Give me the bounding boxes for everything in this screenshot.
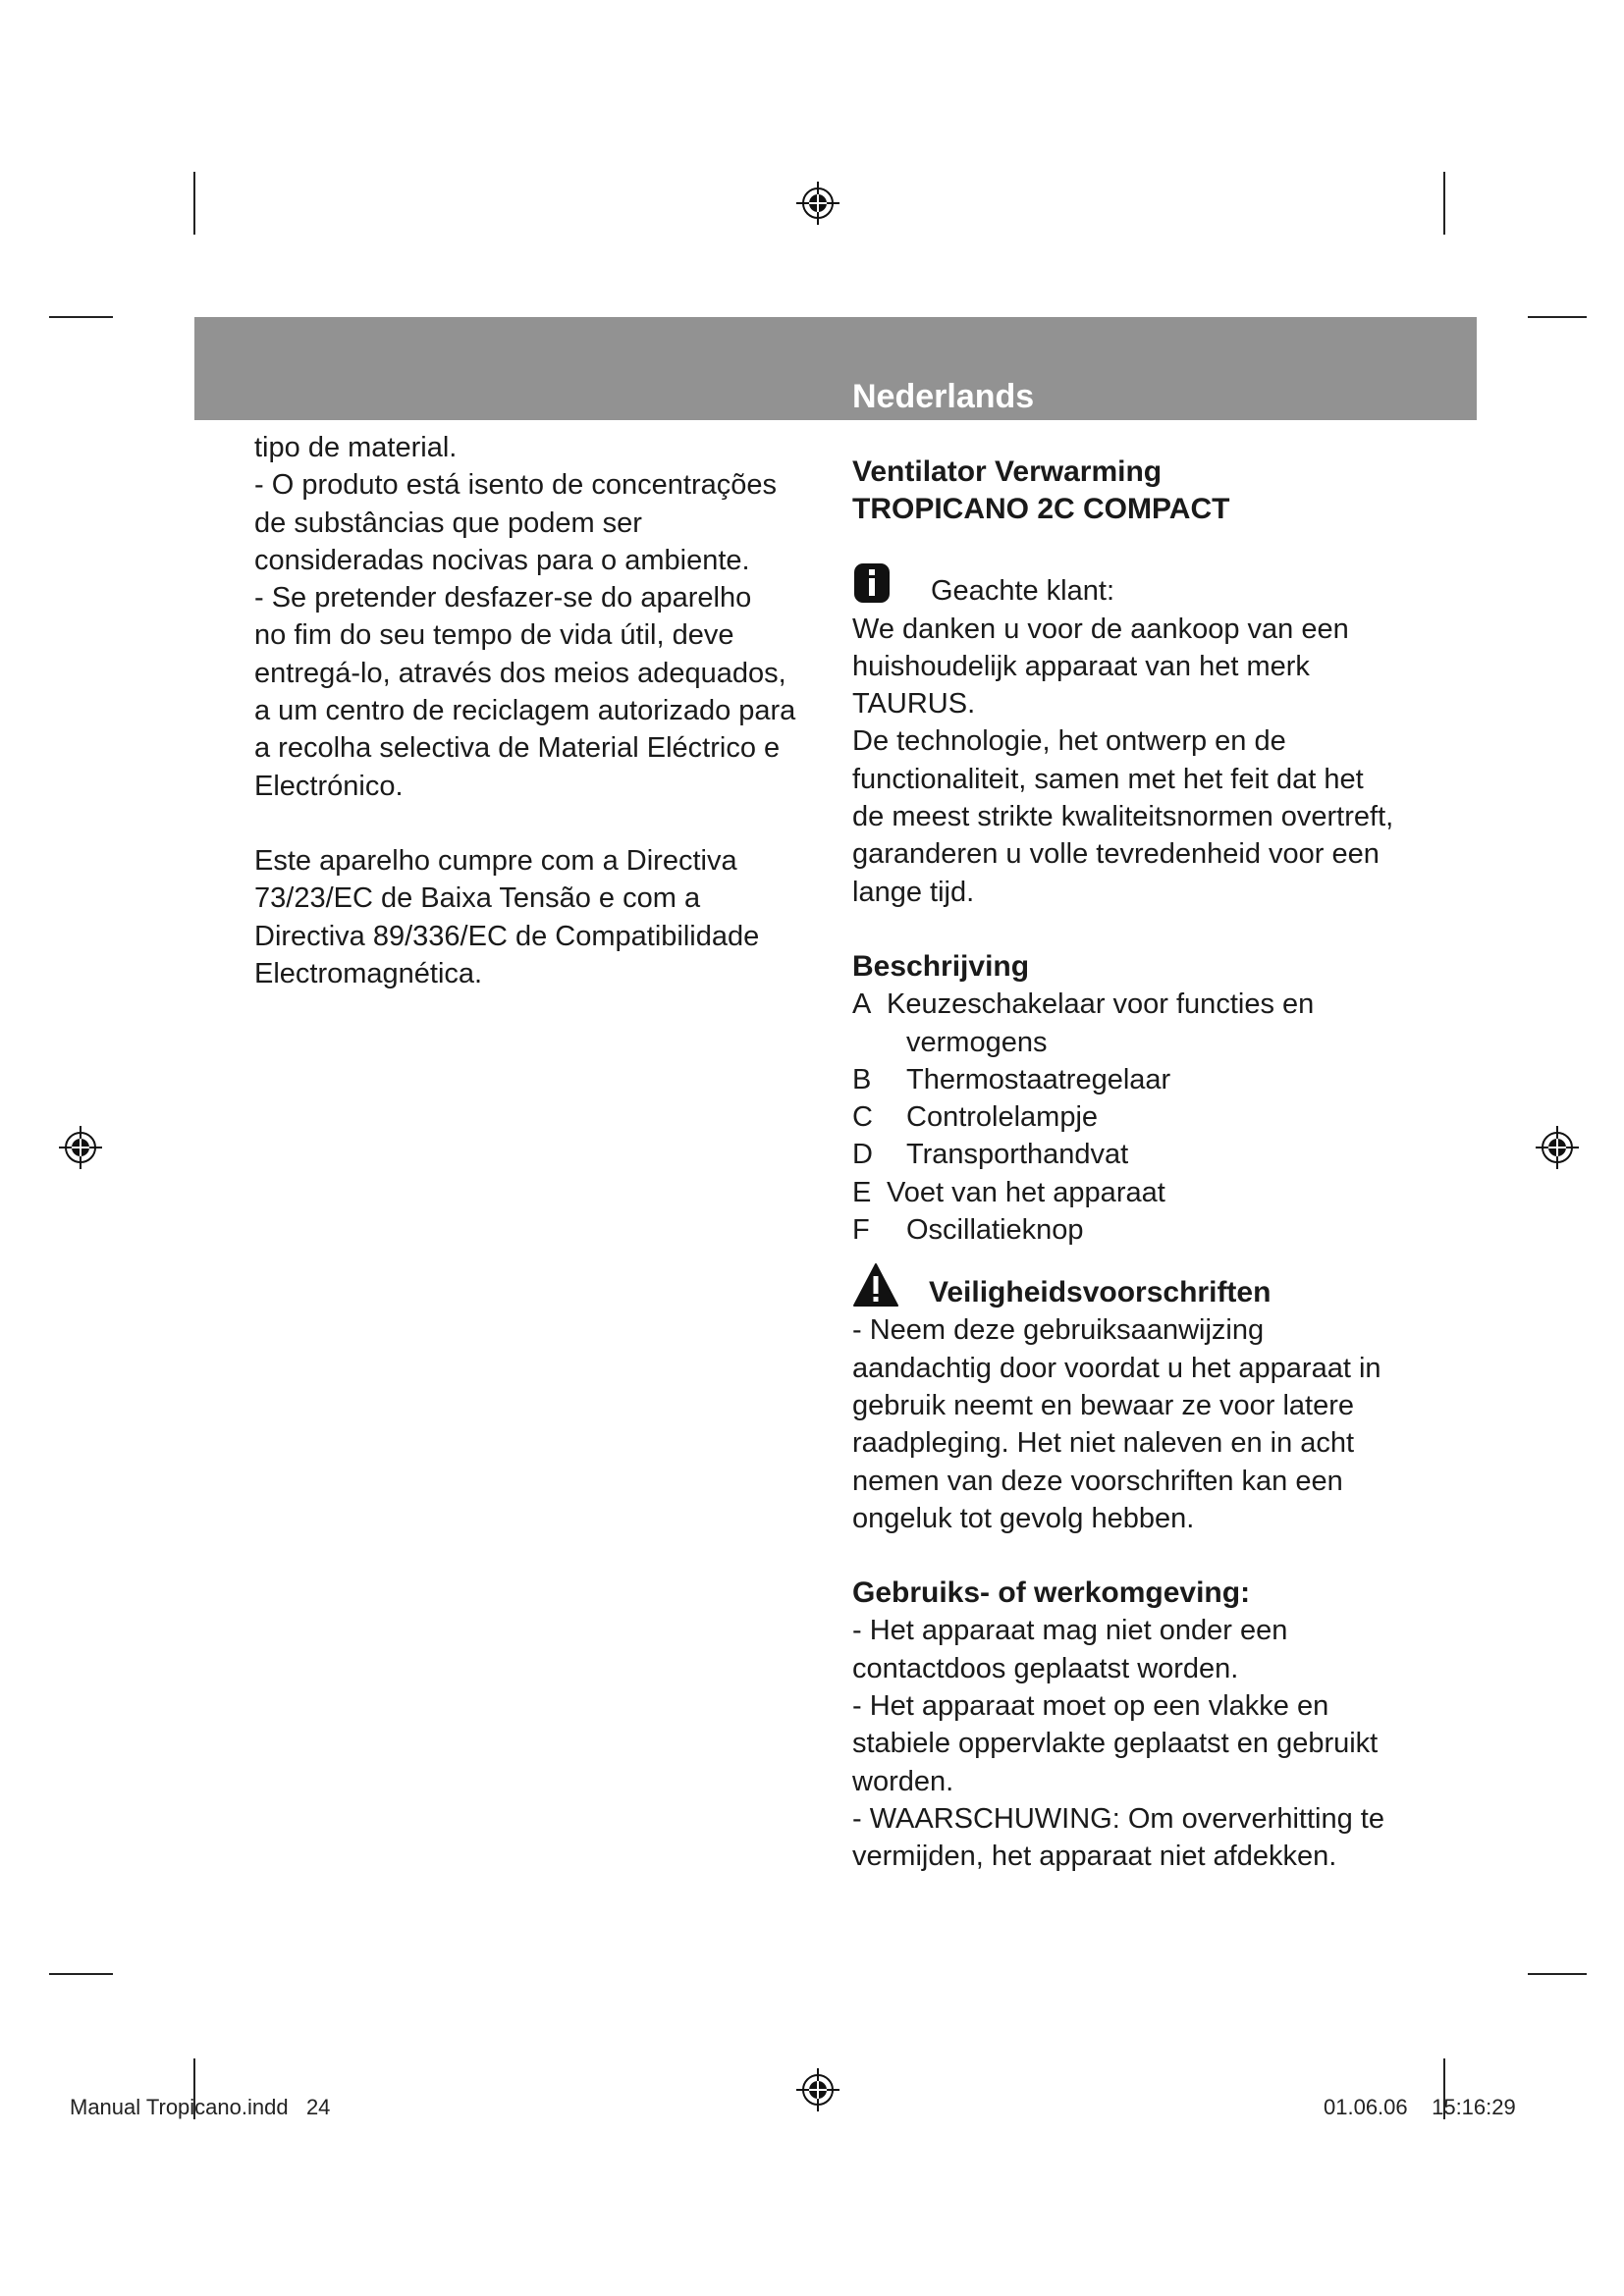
environment-line: contactdoos geplaatst worden. <box>852 1652 1239 1684</box>
environment-line: worden. <box>852 1765 954 1797</box>
item-text: Keuzeschakelaar voor functies en <box>887 988 1315 1021</box>
item-text: Oscillatieknop <box>906 1214 1084 1247</box>
list-item <box>852 1136 1402 1173</box>
description-heading: Beschrijving <box>852 949 1030 983</box>
footer-timestamp <box>1324 2095 1516 2120</box>
intro-line: functionaliteit, samen met het feit dat het <box>852 763 1364 795</box>
directive-line: Directiva 89/336/EC de Compatibilidade <box>254 920 760 952</box>
environment-line: - WAARSCHUWING: Om oververhitting te <box>852 1802 1384 1835</box>
text-line: Electrónico. <box>254 770 404 802</box>
item-text: Voet van het apparaat <box>887 1176 1165 1208</box>
crop-mark-right-upper <box>1528 316 1587 318</box>
directive-line: 73/23/EC de Baixa Tensão e com a <box>254 882 701 915</box>
list-item <box>852 986 1402 1023</box>
safety-line: nemen van deze voorschriften kan een <box>852 1465 1343 1497</box>
environment-heading: Gebruiks- of werkomgeving: <box>852 1576 1251 1610</box>
text-line: a recolha selectiva de Material Eléctrico e <box>254 732 781 765</box>
text-line: - Se pretender desfazer-se do aparelho <box>254 582 752 614</box>
intro-line: De technologie, het ontwerp en de <box>852 725 1286 758</box>
crop-mark-left-lower <box>49 1973 113 1975</box>
registration-mark-icon <box>1533 1123 1582 1172</box>
intro-line: garanderen u volle tevredenheid voor een <box>852 838 1380 871</box>
text-line: a um centro de reciclagem autorizado para <box>254 695 796 727</box>
text-line: tipo de material. <box>254 432 458 463</box>
safety-heading: Veiligheidsvoorschriften <box>929 1276 1272 1309</box>
language-header-band <box>194 317 1477 420</box>
footer-file <box>70 2095 330 2120</box>
intro-line: TAURUS. <box>852 688 976 721</box>
item-text: Thermostaatregelaar <box>906 1063 1171 1095</box>
warning-icon <box>852 1262 899 1308</box>
list-item <box>852 1174 1402 1211</box>
text-line: - O produto está isento de concentrações <box>254 469 777 502</box>
environment-line: - Het apparaat moet op een vlakke en <box>852 1690 1329 1723</box>
safety-line: ongeluk tot gevolg hebben. <box>852 1502 1195 1534</box>
intro-line: de meest strikte kwaliteitsnormen overtreft, <box>852 801 1394 833</box>
list-item <box>852 1098 1402 1136</box>
list-item <box>852 1061 1402 1098</box>
safety-line: - Neem deze gebruiksaanwijzing <box>852 1314 1265 1347</box>
item-key: E <box>852 1176 872 1208</box>
right-column <box>852 454 1402 1876</box>
footer-filename: Manual Tropicano.indd <box>70 2095 289 2119</box>
footer-time: 15:16:29 <box>1432 2095 1516 2119</box>
info-icon <box>852 561 892 605</box>
crop-mark-left-upper <box>49 316 113 318</box>
registration-mark-icon <box>56 1123 105 1172</box>
environment-line: - Het apparaat mag niet onder een <box>852 1615 1288 1647</box>
safety-line: raadpleging. Het niet naleven en in acht <box>852 1427 1355 1460</box>
item-key: B <box>852 1063 872 1095</box>
safety-heading-row <box>852 1262 1402 1311</box>
intro-line: We danken u voor de aankoop van een <box>852 613 1349 645</box>
environment-line: stabiele oppervlakte geplaatst en gebruikt <box>852 1728 1379 1760</box>
crop-mark-top-left <box>193 172 195 235</box>
safety-line: aandachtig door voordat u het apparaat in <box>852 1352 1381 1384</box>
item-key: D <box>852 1139 873 1171</box>
text-line: de substâncias que podem ser <box>254 507 642 539</box>
footer-page: 24 <box>305 2095 331 2119</box>
intro-line: huishoudelijk apparaat van het merk <box>852 650 1310 682</box>
item-key: A <box>852 988 872 1021</box>
safety-line: gebruik neemt en bewaar ze voor latere <box>852 1389 1355 1421</box>
intro-line: lange tijd. <box>852 876 975 908</box>
item-text: Transporthandvat <box>906 1139 1129 1171</box>
list-item <box>852 1211 1402 1249</box>
list-item <box>852 1024 1402 1061</box>
footer-date: 01.06.06 <box>1324 2095 1408 2119</box>
text-line: consideradas nocivas para o ambiente. <box>254 544 750 576</box>
product-model: TROPICANO 2C COMPACT <box>852 493 1230 526</box>
language-title: Nederlands <box>852 378 1035 415</box>
text-line: no fim do seu tempo de vida útil, deve <box>254 619 734 652</box>
directive-line: Este aparelho cumpre com a Directiva <box>254 844 737 877</box>
product-title: Ventilator Verwarming <box>852 455 1163 488</box>
registration-mark-icon <box>793 2065 842 2114</box>
item-key: C <box>852 1101 873 1134</box>
crop-mark-top-right <box>1443 172 1445 235</box>
greeting-text: Geachte klant: <box>931 575 1114 608</box>
item-text: Controlelampje <box>906 1101 1099 1134</box>
left-column <box>254 429 804 992</box>
environment-line: vermijden, het apparaat niet afdekken. <box>852 1841 1337 1873</box>
greeting-row <box>852 561 1402 611</box>
item-text: vermogens <box>906 1026 1048 1058</box>
crop-mark-right-lower <box>1528 1973 1587 1975</box>
directive-line: Electromagnética. <box>254 957 483 989</box>
registration-mark-icon <box>793 179 842 228</box>
item-key: F <box>852 1214 870 1247</box>
text-line: entregá-lo, através dos meios adequados, <box>254 657 786 689</box>
